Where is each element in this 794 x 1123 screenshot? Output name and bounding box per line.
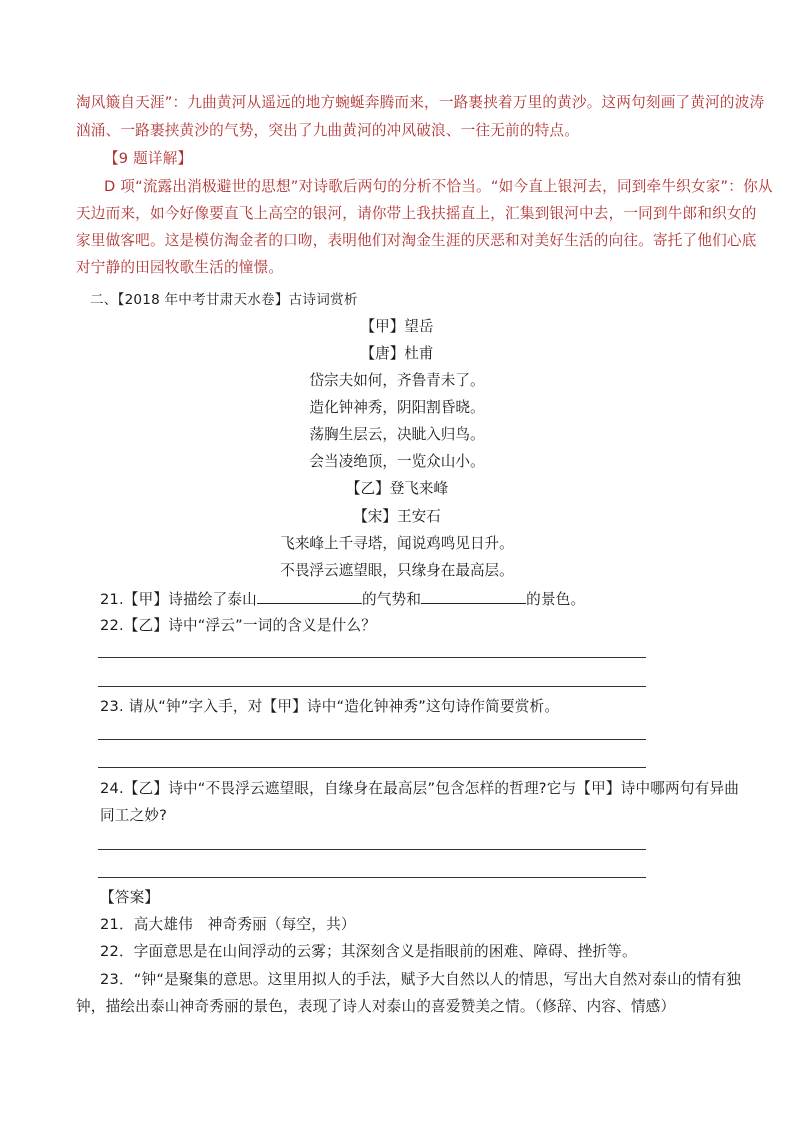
answer-23-line-1: 23．“钟“是聚集的意思。这里用拟人的手法，赋予大自然以人的情思，写出大自然对泰山的情有独 [100, 971, 742, 988]
answer-22: 22．字面意思是在山间浮动的云雾；其深刻含义是指眼前的困难、障碍、挫折等。 [100, 943, 637, 960]
q23-answer-line-2[interactable] [98, 767, 646, 768]
poem-a-line-4: 会当凌绝顶，一览众山小。 [309, 453, 485, 470]
q22-answer-line-1[interactable] [98, 657, 646, 658]
poem-a-title: 【甲】望岳 [360, 318, 434, 335]
analysis-line-1: 淘风簸自天涯”：九曲黄河从遥远的地方蜿蜒奔腾而来，一路裹挟着万里的黄沙。这两句刻画了黄河的波涛 [76, 94, 765, 111]
q9-line-4: 对宁静的田园牧歌生活的憧憬。 [76, 259, 284, 276]
q23-answer-line-1[interactable] [98, 739, 646, 740]
poem-b-title: 【乙】登飞来峰 [345, 480, 449, 497]
q21-blank-2[interactable] [421, 589, 526, 604]
answers-heading: 【答案】 [100, 889, 160, 906]
q21-part-a: 21.【甲】诗描绘了泰山 [100, 591, 257, 608]
question-24-line-1: 24.【乙】诗中“不畏浮云遮望眼，自缘身在最高层”包含怎样的哲理?它与【甲】诗中哪两句有异曲 [100, 780, 740, 797]
question-23: 23. 请从“钟”字入手，对【甲】诗中“造化钟神秀”这句诗作简要赏析。 [100, 698, 560, 715]
q21-blank-1[interactable] [257, 589, 362, 604]
poem-a-line-1: 岱宗夫如何，齐鲁青未了。 [309, 372, 485, 389]
q9-line-1: D 项“流露出消极避世的思想”对诗歌后两句的分析不恰当。“如今直上银河去，同到牵牛织女家”：你从 [104, 178, 773, 195]
q9-line-3: 家里做客吧。这是模仿淘金者的口吻，表明他们对淘金生涯的厌恶和对美好生活的向往。寄托了他们心底 [76, 232, 757, 249]
poem-a-line-3: 荡胸生层云，决眦入归鸟。 [309, 426, 485, 443]
q9-line-2: 天边而来，如今好像要直飞上高空的银河，请你带上我扶摇直上，汇集到银河中去，一同到牛郎和织女的 [76, 205, 757, 222]
q24-answer-line-1[interactable] [98, 849, 646, 850]
q9-heading: 【9 题详解】 [104, 150, 193, 167]
question-24-line-2: 同工之妙? [100, 807, 168, 824]
q24-answer-line-2[interactable] [98, 877, 646, 878]
poem-b-line-2: 不畏浮云遮望眼，只缘身在最高层。 [280, 562, 514, 579]
answer-23-line-2: 钟，描绘出泰山神奇秀丽的景色，表现了诗人对泰山的喜爱赞美之情。（修辞、内容、情感） [76, 998, 676, 1015]
section-title: 二、【2018 年中考甘肃天水卷】古诗词赏析 [90, 292, 358, 308]
q21-part-b: 的气势和 [361, 591, 422, 608]
question-21 [100, 589, 585, 610]
question-22: 22.【乙】诗中“浮云”一词的含义是什么？ [100, 617, 377, 634]
poem-b-line-1: 飞来峰上千寻塔，闻说鸡鸣见日升。 [280, 535, 514, 552]
answer-21: 21．高大雄伟 神奇秀丽（每空，共） [100, 916, 356, 933]
q22-answer-line-2[interactable] [98, 686, 646, 687]
analysis-line-2: 汹涌、一路裹挟黄沙的气势，突出了九曲黄河的冲风破浪、一往无前的特点。 [76, 122, 579, 139]
poem-a-line-2: 造化钟神秀，阴阳割昏晓。 [309, 399, 485, 416]
poem-b-author: 【宋】王安石 [353, 508, 441, 525]
poem-a-author: 【唐】杜甫 [360, 345, 434, 362]
q21-part-c: 的景色。 [526, 591, 586, 608]
